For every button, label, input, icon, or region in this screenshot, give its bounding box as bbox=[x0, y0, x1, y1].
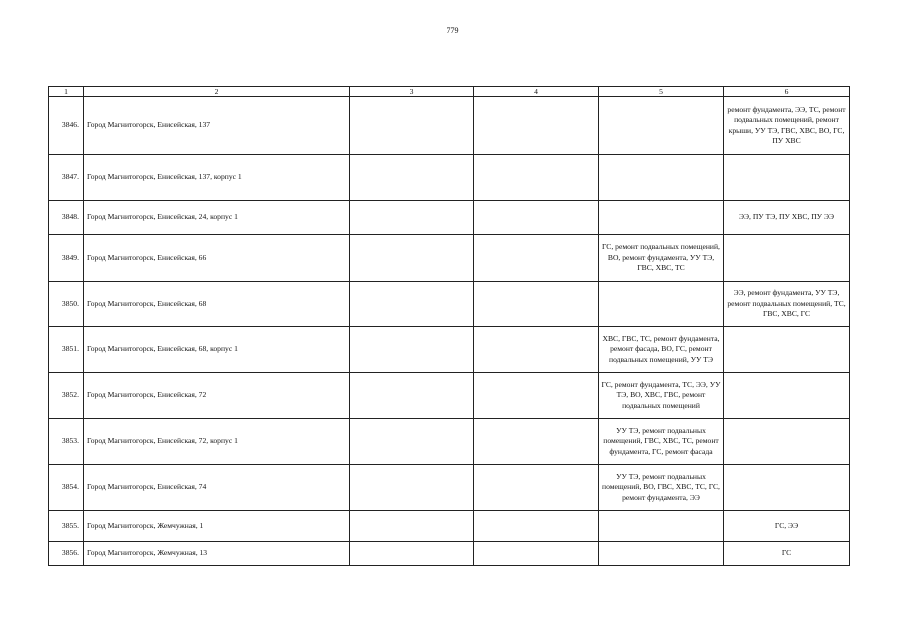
column-4-cell bbox=[474, 235, 599, 282]
table-row bbox=[49, 97, 850, 155]
work-list-column-6-cell: ГС bbox=[724, 542, 850, 566]
row-number-cell: 3848. bbox=[49, 201, 84, 235]
work-list-column-5-cell: УУ ТЭ, ремонт подвальных помещений, ВО, ГВС, ХВС, ТС, ГС, ремонт фундамента, ЭЭ bbox=[599, 465, 724, 511]
address-cell: Город Магнитогорск, Жемчужная, 13 bbox=[84, 542, 350, 566]
column-3-cell bbox=[350, 465, 474, 511]
work-list-column-6-cell: ремонт фундамента, ЭЭ, ТС, ремонт подвальных помещений, ремонт крыши, УУ ТЭ, ГВС, ХВС, ВО, ГС, ПУ ХВС bbox=[724, 97, 850, 155]
column-3-cell bbox=[350, 97, 474, 155]
column-3-cell bbox=[350, 235, 474, 282]
column-4-cell bbox=[474, 419, 599, 465]
address-cell: Город Магнитогорск, Енисейская, 66 bbox=[84, 235, 350, 282]
column-4-cell bbox=[474, 155, 599, 201]
column-3-cell bbox=[350, 542, 474, 566]
work-list-column-6-cell bbox=[724, 465, 850, 511]
work-list-column-6-cell bbox=[724, 327, 850, 373]
work-list-column-5-cell bbox=[599, 97, 724, 155]
row-number-cell: 3850. bbox=[49, 282, 84, 327]
address-cell: Город Магнитогорск, Енисейская, 137, корпус 1 bbox=[84, 155, 350, 201]
column-3-cell bbox=[350, 327, 474, 373]
column-3-cell bbox=[350, 373, 474, 419]
header-cell-1: 1 bbox=[49, 87, 84, 97]
table-row bbox=[49, 282, 850, 327]
work-list-column-6-cell: ГС, ЭЭ bbox=[724, 511, 850, 542]
work-list-column-6-cell bbox=[724, 373, 850, 419]
address-cell: Город Магнитогорск, Енисейская, 68, корпус 1 bbox=[84, 327, 350, 373]
work-list-column-5-cell bbox=[599, 511, 724, 542]
table-row bbox=[49, 373, 850, 419]
work-list-column-5-cell: ГС, ремонт подвальных помещений, ВО, ремонт фундамента, УУ ТЭ, ГВС, ХВС, ТС bbox=[599, 235, 724, 282]
address-cell: Город Магнитогорск, Енисейская, 72, корпус 1 bbox=[84, 419, 350, 465]
column-3-cell bbox=[350, 201, 474, 235]
table-row bbox=[49, 511, 850, 542]
work-list-column-5-cell: ГС, ремонт фундамента, ТС, ЭЭ, УУ ТЭ, ВО, ХВС, ГВС, ремонт подвальных помещений bbox=[599, 373, 724, 419]
row-number-cell: 3852. bbox=[49, 373, 84, 419]
table-row bbox=[49, 465, 850, 511]
column-4-cell bbox=[474, 465, 599, 511]
table-row bbox=[49, 419, 850, 465]
row-number-cell: 3856. bbox=[49, 542, 84, 566]
header-cell-6: 6 bbox=[724, 87, 850, 97]
header-cell-3: 3 bbox=[350, 87, 474, 97]
work-list-column-5-cell: УУ ТЭ, ремонт подвальных помещений, ГВС, ХВС, ТС, ремонт фундамента, ГС, ремонт фасада bbox=[599, 419, 724, 465]
work-list-column-5-cell bbox=[599, 542, 724, 566]
address-cell: Город Магнитогорск, Жемчужная, 1 bbox=[84, 511, 350, 542]
row-number-cell: 3854. bbox=[49, 465, 84, 511]
work-list-column-6-cell: ЭЭ, ПУ ТЭ, ПУ ХВС, ПУ ЭЭ bbox=[724, 201, 850, 235]
address-cell: Город Магнитогорск, Енисейская, 68 bbox=[84, 282, 350, 327]
page-number: 779 bbox=[446, 26, 459, 35]
work-list-column-6-cell bbox=[724, 419, 850, 465]
header-cell-2: 2 bbox=[84, 87, 350, 97]
address-cell: Город Магнитогорск, Енисейская, 137 bbox=[84, 97, 350, 155]
table-header-row bbox=[49, 87, 850, 97]
column-4-cell bbox=[474, 327, 599, 373]
table-row bbox=[49, 201, 850, 235]
row-number-cell: 3851. bbox=[49, 327, 84, 373]
column-4-cell bbox=[474, 282, 599, 327]
work-list-column-6-cell bbox=[724, 235, 850, 282]
table-body bbox=[49, 87, 850, 566]
table-row bbox=[49, 235, 850, 282]
header-cell-5: 5 bbox=[599, 87, 724, 97]
column-3-cell bbox=[350, 511, 474, 542]
work-list-column-6-cell bbox=[724, 155, 850, 201]
work-list-column-5-cell bbox=[599, 201, 724, 235]
row-number-cell: 3853. bbox=[49, 419, 84, 465]
table-row bbox=[49, 155, 850, 201]
row-number-cell: 3847. bbox=[49, 155, 84, 201]
address-cell: Город Магнитогорск, Енисейская, 72 bbox=[84, 373, 350, 419]
header-cell-4: 4 bbox=[474, 87, 599, 97]
address-cell: Город Магнитогорск, Енисейская, 24, корпус 1 bbox=[84, 201, 350, 235]
work-list-column-6-cell: ЭЭ, ремонт фундамента, УУ ТЭ, ремонт подвальных помещений, ТС, ГВС, ХВС, ГС bbox=[724, 282, 850, 327]
row-number-cell: 3849. bbox=[49, 235, 84, 282]
column-3-cell bbox=[350, 282, 474, 327]
table-row bbox=[49, 327, 850, 373]
column-4-cell bbox=[474, 511, 599, 542]
work-list-column-5-cell bbox=[599, 282, 724, 327]
row-number-cell: 3846. bbox=[49, 97, 84, 155]
column-3-cell bbox=[350, 419, 474, 465]
repair-table bbox=[48, 86, 850, 566]
address-cell: Город Магнитогорск, Енисейская, 74 bbox=[84, 465, 350, 511]
work-list-column-5-cell: ХВС, ГВС, ТС, ремонт фундамента, ремонт фасада, ВО, ГС, ремонт подвальных помещений, УУ ТЭ bbox=[599, 327, 724, 373]
column-3-cell bbox=[350, 155, 474, 201]
work-list-column-5-cell bbox=[599, 155, 724, 201]
column-4-cell bbox=[474, 373, 599, 419]
column-4-cell bbox=[474, 542, 599, 566]
table-row bbox=[49, 542, 850, 566]
column-4-cell bbox=[474, 97, 599, 155]
column-4-cell bbox=[474, 201, 599, 235]
row-number-cell: 3855. bbox=[49, 511, 84, 542]
